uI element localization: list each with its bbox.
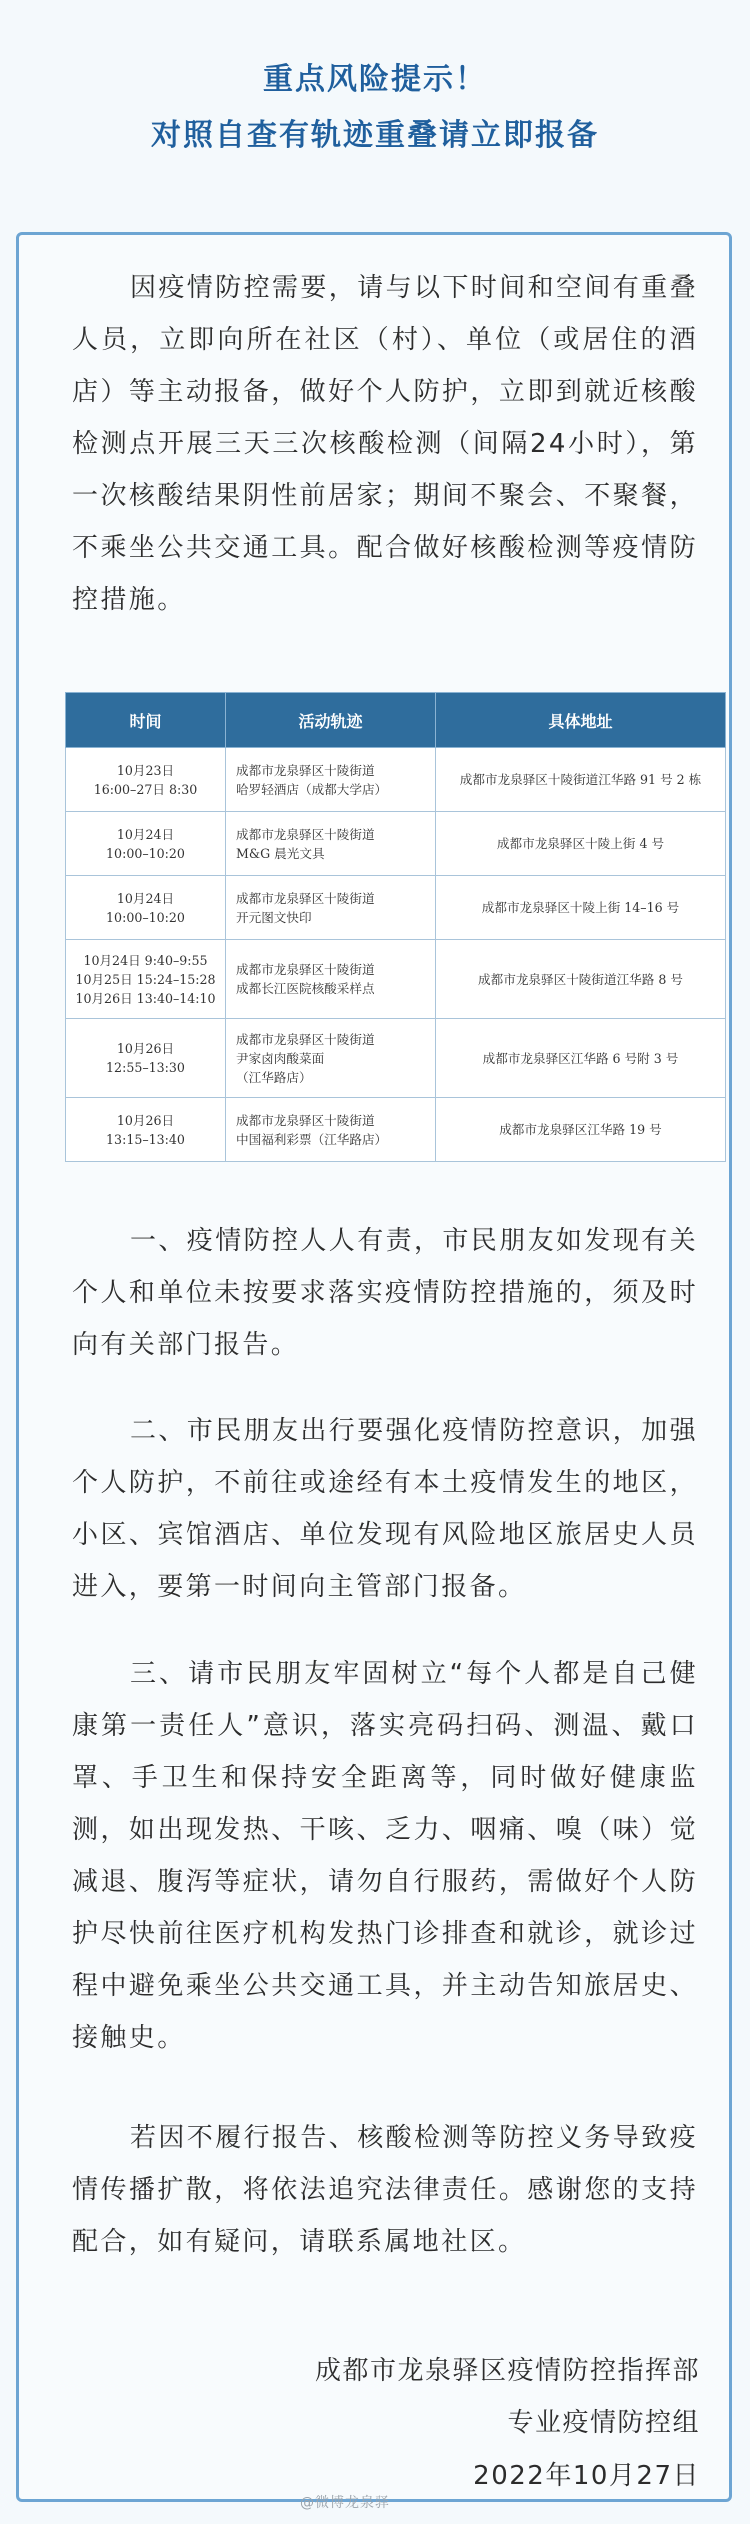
notice-header <box>0 0 750 230</box>
intro-paragraph: 因疫情防控需要，请与以下时间和空间有重叠人员，立即向所在社区（村）、单位（或居住的酒店）等主动报备，做好个人防护，立即到就近核酸检测点开展三天三次核酸检测（间隔24小时），第一次核酸结果阴性前居家；期间不聚会、不聚餐，不乘坐公共交通工具。配合做好核酸检测等疫情防控措施。 <box>72 273 699 615</box>
trail-cell <box>226 876 436 940</box>
trail-line: 尹家卤肉酸菜面 <box>236 1050 325 1066</box>
paragraph-two: 二、市民朋友出行要强化疫情防控意识，加强个人防护，不前往或途经有本土疫情发生的地区，小区、宾馆酒店、单位发现有风险地区旅居史人员进入，要第一时间向主管部门报备。 <box>72 1416 699 1602</box>
table-row <box>66 812 726 876</box>
time-line: 10月26日 13:40–14:10 <box>75 990 216 1006</box>
time-line: 13:15–13:40 <box>106 1131 185 1147</box>
signature-org: 成都市龙泉驿区疫情防控指挥部 <box>314 2356 700 2386</box>
address-cell: 成都市龙泉驿区十陵街道江华路 91 号 2 栋 <box>436 748 726 812</box>
weibo-watermark: @微博龙泉驿 <box>300 2495 390 2511</box>
trail-line: 成都市龙泉驿区十陵街道 <box>236 826 375 842</box>
time-cell <box>66 1019 226 1098</box>
address-cell: 成都市龙泉驿区十陵上街 14–16 号 <box>436 876 726 940</box>
table-header-row <box>66 693 726 748</box>
time-line: 10月24日 <box>116 890 175 906</box>
trail-table <box>65 692 726 1162</box>
trail-cell <box>226 748 436 812</box>
trail-line: M&G 晨光文具 <box>236 845 325 861</box>
paragraph-one: 一、疫情防控人人有责，市民朋友如发现有关个人和单位未按要求落实疫情防控措施的，须及时向有关部门报告。 <box>72 1226 699 1360</box>
address-cell: 成都市龙泉驿区十陵街道江华路 8 号 <box>436 940 726 1019</box>
trail-line: 成都市龙泉驿区十陵街道 <box>236 962 375 977</box>
trail-cell <box>226 940 436 1019</box>
trail-line: 成都市龙泉驿区十陵街道 <box>236 762 375 778</box>
table-row <box>66 748 726 812</box>
time-cell <box>66 812 226 876</box>
header-title: 重点风险提示！ <box>263 62 487 97</box>
address-cell: 成都市龙泉驿区江华路 19 号 <box>436 1098 726 1162</box>
trail-line: 开元图文快印 <box>236 909 312 925</box>
time-cell <box>66 748 226 812</box>
time-line: 10月24日 9:40–9:55 <box>83 952 208 968</box>
time-cell <box>66 940 226 1019</box>
trail-line: 中国福利彩票（江华路店） <box>236 1131 388 1147</box>
trail-line: 哈罗轻酒店（成都大学店） <box>236 781 388 797</box>
signature-group: 专业疫情防控组 <box>507 2408 700 2438</box>
address-cell: 成都市龙泉驿区十陵上街 4 号 <box>436 812 726 876</box>
table-row <box>66 940 726 1019</box>
trail-line: （江华路店） <box>236 1069 312 1085</box>
trail-line: 成都市龙泉驿区十陵街道 <box>236 890 375 906</box>
header-time: 时间 <box>66 693 226 748</box>
time-line: 10月26日 <box>116 1112 175 1128</box>
header-address: 具体地址 <box>436 693 726 748</box>
header-subtitle: 对照自查有轨迹重叠请立即报备 <box>151 118 599 153</box>
time-line: 10月24日 <box>116 826 175 842</box>
time-line: 10:00–10:20 <box>106 845 185 861</box>
table-row <box>66 1098 726 1162</box>
time-line: 10月26日 <box>116 1041 175 1056</box>
trail-line: 成都市龙泉驿区十陵街道 <box>236 1031 375 1047</box>
address-cell: 成都市龙泉驿区江华路 6 号附 3 号 <box>436 1019 726 1098</box>
time-line: 16:00–27日 8:30 <box>93 781 198 797</box>
time-line: 12:55–13:30 <box>106 1060 185 1075</box>
trail-cell <box>226 1098 436 1162</box>
table-row <box>66 1019 726 1098</box>
header-trail: 活动轨迹 <box>226 693 436 748</box>
time-line: 10:00–10:20 <box>106 909 185 925</box>
table-row <box>66 876 726 940</box>
time-line: 10月23日 <box>116 762 175 778</box>
time-cell <box>66 1098 226 1162</box>
paragraph-four: 若因不履行报告、核酸检测等防控义务导致疫情传播扩散，将依法追究法律责任。感谢您的支持配合，如有疑问，请联系属地社区。 <box>72 2123 699 2257</box>
trail-cell <box>226 1019 436 1098</box>
trail-line: 成都长江医院核酸采样点 <box>236 981 375 996</box>
time-cell <box>66 876 226 940</box>
signature-date: 2022年10月27日 <box>473 2461 700 2491</box>
time-line: 10月25日 15:24–15:28 <box>75 971 216 987</box>
trail-cell <box>226 812 436 876</box>
trail-line: 成都市龙泉驿区十陵街道 <box>236 1112 375 1128</box>
paragraph-three: 三、请市民朋友牢固树立“每个人都是自己健康第一责任人”意识，落实亮码扫码、测温、戴口罩、手卫生和保持安全距离等，同时做好健康监测，如出现发热、干咳、乏力、咽痛、嗅（味）觉减退、腹泻等症状，请勿自行服药，需做好个人防护尽快前往医疗机构发热门诊排查和就诊，就诊过程中避免乘坐公共交通工具，并主动告知旅居史、接触史。 <box>72 1659 698 2053</box>
